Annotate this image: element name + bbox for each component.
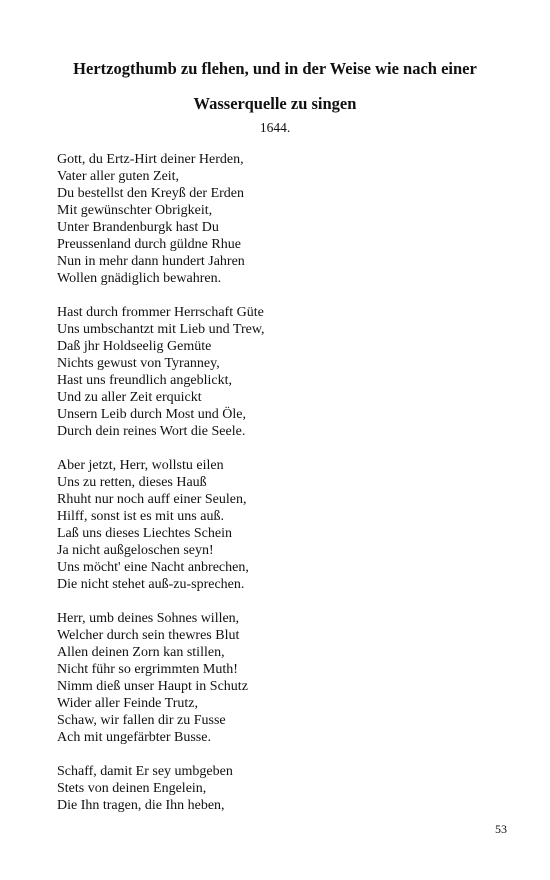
poem-title-line-2: Wasserquelle zu singen: [193, 94, 357, 113]
verse-line: Welcher durch sein thewres Blut: [57, 628, 240, 643]
verse-line: Preussenland durch güldne Rhue: [57, 237, 241, 252]
verse-line: Unter Brandenburgk hast Du: [57, 220, 219, 235]
page-number: 53: [495, 822, 507, 836]
poem-title-line-1: Hertzogthumb zu flehen, und in der Weise wie nach einer: [73, 59, 477, 78]
verse-line: Durch dein reines Wort die Seele.: [57, 424, 246, 439]
verse-line: Stets von deinen Engelein,: [57, 781, 207, 796]
verse-line: Unsern Leib durch Most und Öle,: [57, 407, 246, 422]
verse-line: Nimm dieß unser Haupt in Schutz: [57, 679, 248, 694]
verse-line: Allen deinen Zorn kan stillen,: [57, 645, 225, 660]
verse-line: Schaw, wir fallen dir zu Fusse: [57, 713, 226, 728]
verse-line: Uns umbschantzt mit Lieb und Trew,: [57, 322, 265, 337]
verse-line: Ach mit ungefärbter Busse.: [57, 730, 211, 745]
verse-line: Wider aller Feinde Trutz,: [57, 696, 198, 711]
verse-line: Gott, du Ertz-Hirt deiner Herden,: [57, 152, 244, 167]
stanza: [57, 304, 517, 440]
verse-line: Hast durch frommer Herrschaft Güte: [57, 305, 264, 320]
verse-line: Hast uns freundlich angeblickt,: [57, 373, 232, 388]
verse-line: Uns zu retten, dieses Hauß: [57, 475, 207, 490]
verse-line: Herr, umb deines Sohnes willen,: [57, 611, 240, 626]
poem-year: 1644.: [259, 120, 291, 135]
verse-line: Wollen gnädiglich bewahren.: [57, 271, 222, 286]
verse-line: Vater aller guten Zeit,: [57, 169, 180, 184]
poem-body: [57, 151, 517, 831]
stanza: [57, 151, 517, 287]
verse-line: Laß uns dieses Liechtes Schein: [57, 526, 232, 541]
verse-line: Daß jhr Holdseelig Gemüte: [57, 339, 212, 354]
verse-line: Hilff, sonst ist es mit uns auß.: [57, 509, 224, 524]
verse-line: Schaff, damit Er sey umbgeben: [57, 764, 233, 779]
verse-line: Die nicht stehet auß-zu-sprechen.: [57, 577, 245, 592]
verse-line: Nicht führ so ergrimmten Muth!: [57, 662, 238, 677]
verse-line: Uns möcht' eine Nacht anbrechen,: [57, 560, 249, 575]
stanza: [57, 610, 517, 746]
verse-line: Ja nicht außgeloschen seyn!: [57, 543, 214, 558]
verse-line: Die Ihn tragen, die Ihn heben,: [57, 798, 225, 813]
verse-line: Und zu aller Zeit erquickt: [57, 390, 202, 405]
verse-line: Rhuht nur noch auff einer Seulen,: [57, 492, 247, 507]
verse-line: Du bestellst den Kreyß der Erden: [57, 186, 244, 201]
verse-line: Nun in mehr dann hundert Jahren: [57, 254, 245, 269]
verse-line: Nichts gewust von Tyranney,: [57, 356, 220, 371]
stanza: [57, 763, 517, 814]
verse-line: Mit gewünschter Obrigkeit,: [57, 203, 213, 218]
verse-line: Aber jetzt, Herr, wollstu eilen: [57, 458, 224, 473]
stanza: [57, 457, 517, 593]
